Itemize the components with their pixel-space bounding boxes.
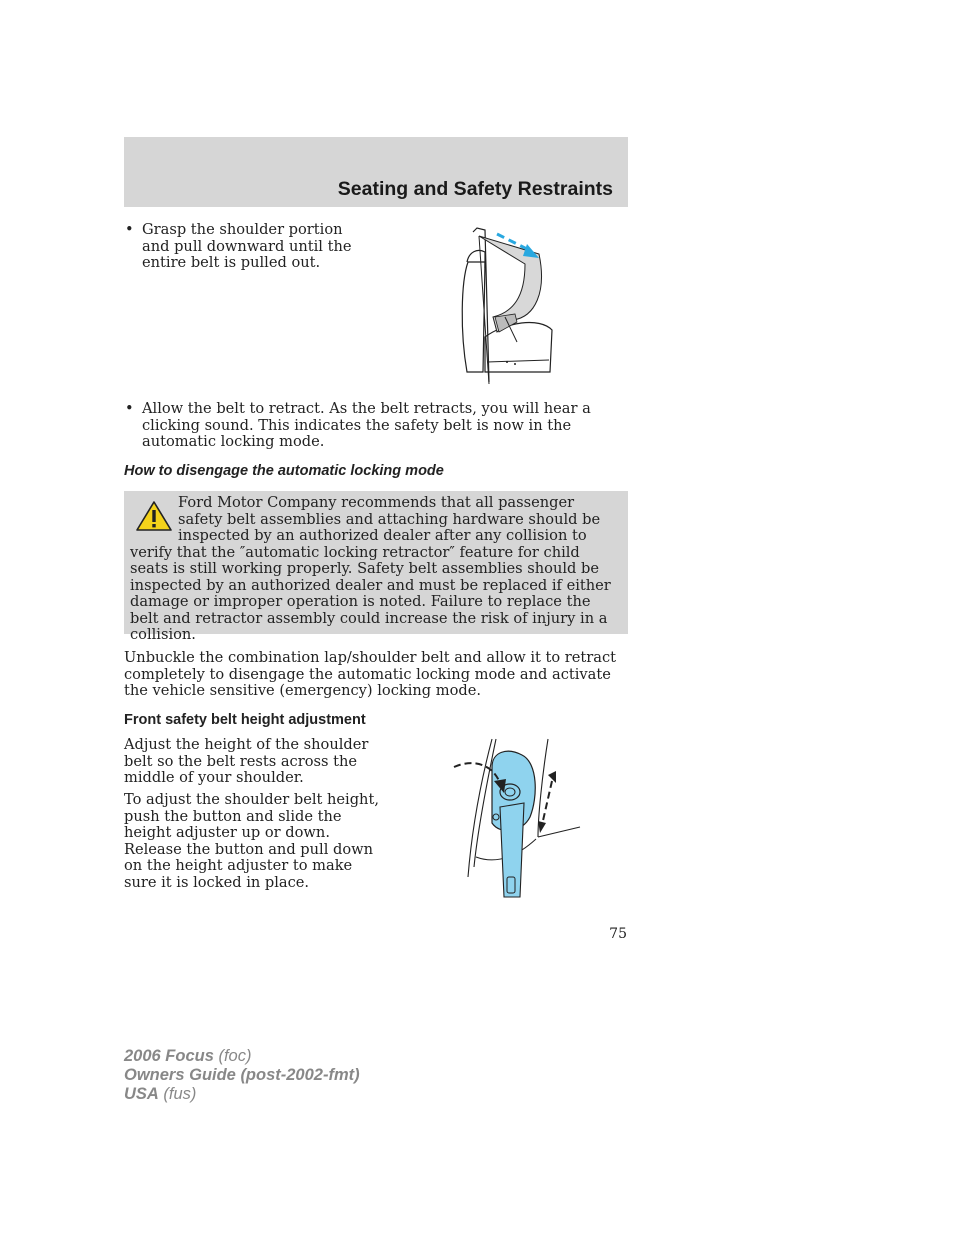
paragraph-adjust-height: Adjust the height of the shoulder belt so the belt rests across the middle of your shoulder. <box>124 736 369 786</box>
list-item <box>124 401 624 451</box>
footer-guide: Owners Guide (post-2002-fmt) <box>124 1066 360 1084</box>
warning-box <box>124 491 628 643</box>
page-title: Seating and Safety Restraints <box>337 178 613 200</box>
bullet-marker: • <box>125 400 134 417</box>
bullet-marker: • <box>125 221 134 238</box>
bullet-text: Grasp the shoulder portion and pull downward until the entire belt is pulled out. <box>142 221 352 271</box>
belt-height-adjuster-illustration <box>452 737 584 901</box>
warning-triangle-icon <box>134 499 174 535</box>
paragraph-adjust-instructions: To adjust the shoulder belt height, push the button and slide the height adjuster up or down. Release the button and pull down on the height adjuster to make sure it is locked in place. <box>124 791 379 891</box>
footer-market-code: (fus) <box>158 1085 197 1103</box>
list-item <box>124 222 364 272</box>
section-heading-disengage: How to disengage the automatic locking mode <box>124 463 444 479</box>
bullet-text: Allow the belt to retract. As the belt retracts, you will hear a clicking sound. This indicates the safety belt is now in the automatic locking mode. <box>142 400 591 450</box>
footer-model-code: (foc) <box>213 1047 252 1065</box>
page-number: 75 <box>609 926 627 942</box>
paragraph-unbuckle: Unbuckle the combination lap/shoulder belt and allow it to retract completely to disengage the automatic locking mode and activate the vehicle sensitive (emergency) locking mode. <box>124 649 616 699</box>
footer <box>124 1047 360 1104</box>
footer-market: USA <box>124 1085 159 1103</box>
warning-text: Ford Motor Company recommends that all passenger safety belt assemblies and attaching hardware should be inspected by an authorized dealer after any collision to verify that the ″automatic locking retractor″ feature for child seats is still working properly. Safety belt assemblies should be inspected by an authorized dealer and must be replaced if either damage or improper operation is noted. Failure to replace the belt and retractor assembly could increase the risk of injury in a collision. <box>130 494 611 643</box>
seat-belt-pull-illustration <box>455 222 560 390</box>
header-band <box>124 137 628 207</box>
section-heading-height-adjustment: Front safety belt height adjustment <box>124 712 366 728</box>
footer-model: 2006 Focus <box>124 1047 214 1065</box>
